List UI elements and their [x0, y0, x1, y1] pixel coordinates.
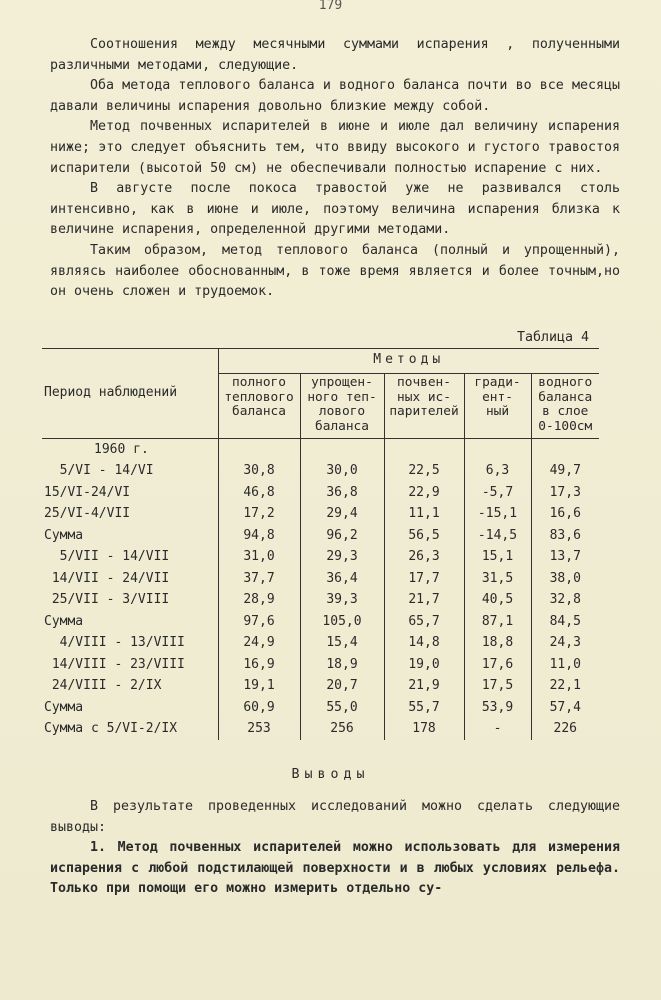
col-header-soil-evaporimeters: почвен- ных ис- парителей	[384, 374, 464, 439]
value-cell: -	[464, 718, 531, 740]
period-cell: 4/VIII - 13/VIII	[44, 635, 185, 650]
value-cell: 17,7	[384, 568, 464, 590]
paragraph: Таким образом, метод теплового баланса (полный и упрощенный), являясь наиболее обоснованным, в тоже время является и более точным,но он очень сложен и трудоемок.	[50, 242, 620, 300]
value-cell: 36,4	[300, 568, 384, 590]
table-row	[42, 482, 599, 504]
paragraph: Метод почвенных испарителей в июне и июле дал величину испарения ниже; это следует объяснить тем, что ввиду высокого и густого травостоя испарители (высотой 50 см) не обеспечивали полностью испарение с них.	[50, 119, 620, 176]
value-cell: 256	[300, 718, 384, 740]
value-cell: 65,7	[384, 611, 464, 633]
value-cell: 32,8	[531, 589, 599, 611]
value-cell: 226	[531, 718, 599, 740]
value-cell: 18,8	[464, 632, 531, 654]
value-cell: 24,3	[531, 632, 599, 654]
period-cell: 5/VI - 14/VI	[44, 463, 154, 478]
value-cell: 31,5	[464, 568, 531, 590]
period-cell: 14/VIII - 23/VIII	[44, 656, 185, 672]
table-row	[42, 546, 599, 568]
value-cell: 39,3	[300, 589, 384, 611]
value-cell: 29,3	[300, 546, 384, 568]
table-row	[42, 503, 599, 525]
value-cell: -15,1	[464, 503, 531, 525]
period-cell: Сумма	[44, 613, 84, 629]
value-cell: 17,6	[464, 654, 531, 676]
value-cell: -14,5	[464, 525, 531, 547]
value-cell: 26,3	[384, 546, 464, 568]
value-cell: 17,5	[464, 675, 531, 697]
value-cell: 17,3	[531, 482, 599, 504]
value-cell: 15,4	[300, 632, 384, 654]
table-row	[42, 718, 599, 740]
value-cell: 22,9	[384, 482, 464, 504]
year-label: 1960 г.	[94, 442, 149, 457]
period-cell: 14/VII - 24/VII	[44, 570, 170, 586]
value-cell: 30,8	[218, 460, 300, 482]
value-cell: 29,4	[300, 503, 384, 525]
value-cell: 53,9	[464, 697, 531, 719]
col-header-water-balance: водного баланса в слое 0-100см	[531, 374, 599, 439]
value-cell: 105,0	[300, 611, 384, 633]
value-cell: 94,8	[218, 525, 300, 547]
period-cell: 24/VIII - 2/IX	[44, 678, 162, 693]
period-cell: 15/VI-24/VI	[44, 484, 131, 500]
value-cell: 11,1	[384, 503, 464, 525]
value-cell: 84,5	[531, 611, 599, 633]
paragraph: В августе после покоса травостой уже не развивался столь интенсивно, как в июне и июле, поэтому величина испарения близка к величине испарения, определенной другими методами.	[50, 181, 620, 238]
period-cell: 5/VII - 14/VII	[44, 549, 170, 564]
period-cell: 25/VII - 3/VIII	[44, 592, 170, 607]
table-row	[42, 460, 599, 482]
value-cell: 15,1	[464, 546, 531, 568]
value-cell: 40,5	[464, 589, 531, 611]
table-row	[42, 568, 599, 590]
value-cell: 20,7	[300, 675, 384, 697]
value-cell: 22,1	[531, 675, 599, 697]
value-cell: 18,9	[300, 654, 384, 676]
paragraph: Соотношения между месячными суммами испарения , полученными различными методами, следующие.	[50, 37, 620, 73]
value-cell: 14,8	[384, 632, 464, 654]
value-cell: 178	[384, 718, 464, 740]
value-cell: 60,9	[218, 697, 300, 719]
value-cell: 49,7	[531, 460, 599, 482]
value-cell: 28,9	[218, 589, 300, 611]
table-row	[42, 675, 599, 697]
table-row	[42, 632, 599, 654]
value-cell: 6,3	[464, 460, 531, 482]
value-cell: 96,2	[300, 525, 384, 547]
period-cell: Сумма	[44, 699, 84, 715]
period-cell: Сумма	[44, 527, 84, 543]
value-cell: 24,9	[218, 632, 300, 654]
period-header: Период наблюдений	[42, 349, 218, 439]
value-cell: 19,1	[218, 675, 300, 697]
evaporation-table	[42, 348, 599, 740]
page-number: 179	[318, 0, 343, 13]
conclusions-text	[50, 797, 620, 900]
methods-header: Методы	[218, 349, 599, 374]
table-row	[42, 654, 599, 676]
value-cell: 16,9	[218, 654, 300, 676]
value-cell: 38,0	[531, 568, 599, 590]
value-cell: 16,6	[531, 503, 599, 525]
value-cell: 57,4	[531, 697, 599, 719]
paragraph: Оба метода теплового баланса и водного баланса почти во все месяцы давали величины испарения довольно близкие между собой.	[50, 78, 620, 114]
table-row	[42, 697, 599, 719]
value-cell: 13,7	[531, 546, 599, 568]
table-caption: Таблица 4	[517, 330, 590, 345]
period-cell: 25/VI-4/VII	[44, 506, 131, 521]
value-cell: 55,7	[384, 697, 464, 719]
table-row	[42, 611, 599, 633]
col-header-full-heat-balance: полного теплового баланса	[218, 374, 300, 439]
period-cell: Сумма с 5/VI-2/IX	[44, 721, 178, 736]
table-row	[42, 525, 599, 547]
table-row	[42, 589, 599, 611]
conclusions-title: Выводы	[291, 767, 370, 782]
value-cell: 21,7	[384, 589, 464, 611]
value-cell: 19,0	[384, 654, 464, 676]
value-cell: 22,5	[384, 460, 464, 482]
paragraph: 1. Метод почвенных испарителей можно использовать для измерения испарения с любой подстилающей поверхности и в любых условиях рельефа. Только при помощи его можно измерить отдельно су-	[50, 840, 620, 897]
paragraph: В результате проведенных исследований можно сделать следующие выводы:	[50, 799, 620, 835]
value-cell: 11,0	[531, 654, 599, 676]
value-cell: 55,0	[300, 697, 384, 719]
value-cell: 46,8	[218, 482, 300, 504]
value-cell: 97,6	[218, 611, 300, 633]
value-cell: 30,0	[300, 460, 384, 482]
value-cell: 36,8	[300, 482, 384, 504]
col-header-gradient: гради- ент- ный	[464, 374, 531, 439]
value-cell: 17,2	[218, 503, 300, 525]
intro-text	[50, 35, 620, 303]
value-cell: -5,7	[464, 482, 531, 504]
value-cell: 83,6	[531, 525, 599, 547]
value-cell: 87,1	[464, 611, 531, 633]
value-cell: 56,5	[384, 525, 464, 547]
col-header-simplified-heat-balance: упрощен- ного теп- лового баланса	[300, 374, 384, 439]
value-cell: 253	[218, 718, 300, 740]
value-cell: 37,7	[218, 568, 300, 590]
value-cell: 21,9	[384, 675, 464, 697]
value-cell: 31,0	[218, 546, 300, 568]
